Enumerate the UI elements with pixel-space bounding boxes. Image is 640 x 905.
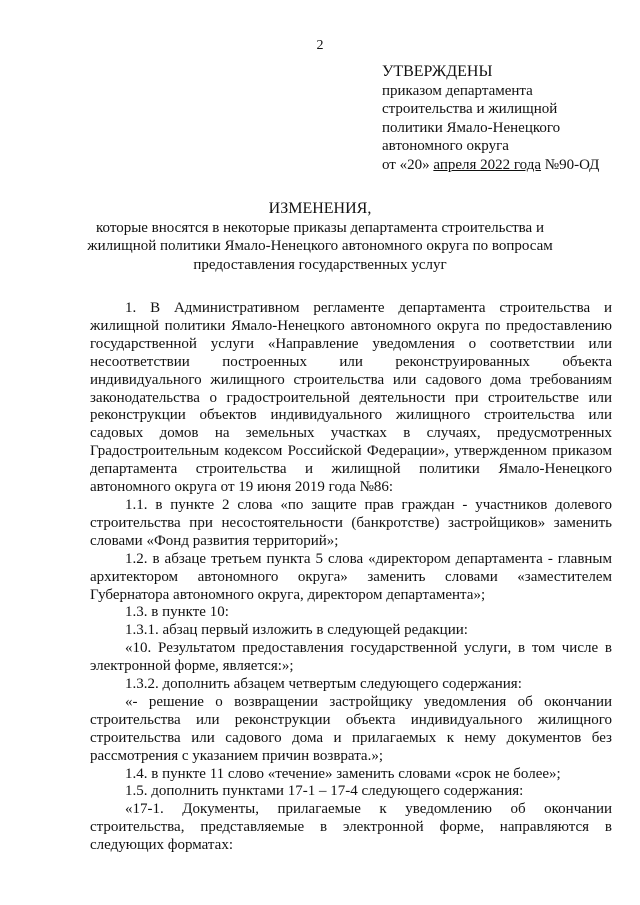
paragraph: 1.1. в пункте 2 слова «по защите прав граждан - участников долевого строительства при несостоятельности (банкротстве) застройщиков» заменить словами «Фонд развития территорий»; — [90, 496, 612, 549]
approval-date-prefix: от «20» — [382, 156, 434, 173]
approval-line: автономного округа — [382, 138, 509, 154]
approval-line: политики Ямало-Ненецкого — [382, 119, 561, 136]
page-number: 2 — [316, 38, 324, 53]
paragraph: «10. Результатом предоставления государственной услуги, в том числе в электронной форме, является:»; — [90, 640, 612, 675]
approval-stamp — [382, 63, 599, 174]
title-subtitle-line: которые вносятся в некоторые приказы департамента строительства и — [96, 219, 544, 236]
paragraph: 1.3.1. абзац первый изложить в следующей редакции: — [125, 622, 468, 639]
document-title — [0, 200, 640, 274]
paragraph: 1.3. в пункте 10: — [125, 604, 229, 621]
approval-line: строительства и жилищной — [382, 101, 558, 117]
title-subtitle-line: предоставления государственных услуг — [193, 256, 447, 273]
approval-heading: УТВЕРЖДЕНЫ — [382, 63, 493, 80]
document-body — [90, 300, 612, 855]
approval-date-line — [382, 156, 599, 175]
title-main: ИЗМЕНЕНИЯ, — [268, 200, 372, 217]
approval-line: приказом департамента — [382, 82, 533, 99]
title-subtitle-line: жилищной политики Ямало-Ненецкого автономного округа по вопросам — [87, 238, 553, 254]
approval-order-number: №90-ОД — [541, 156, 600, 173]
paragraph: 1.2. в абзаце третьем пункта 5 слова «директором департамента - главным архитектором автономного округа» заменить словами «заместителем Губернатора автономного округа, директором департамента»; — [90, 550, 612, 603]
paragraph: «17-1. Документы, прилагаемые к уведомлению об окончании строительства, представляемые в электронной форме, направляются в следующих форматах: — [90, 801, 612, 854]
paragraph: «- решение о возвращении застройщику уведомления об окончании строительства или реконструкции объекта индивидуального жилищного строительства или садового дома и прилагаемых к нему документов без рассмотрения с указанием причин возврата.»; — [90, 693, 612, 764]
paragraph: 1.5. дополнить пунктами 17-1 – 17-4 следующего содержания: — [125, 783, 524, 800]
paragraph: 1.4. в пункте 11 слово «течение» заменить словами «срок не более»; — [125, 765, 561, 782]
approval-date: апреля 2022 года — [433, 156, 542, 173]
paragraph: 1.3.2. дополнить абзацем четвертым следующего содержания: — [125, 676, 522, 693]
paragraph: 1. В Административном регламенте департамента строительства и жилищной политики Ямало-Ненецкого автономного округа по предоставлению государственной услуги «Направление уведомления о соответствии или несоответствии построенных или реконструированных объекта индивидуального жилищного строительства или садового дома требованиям законодательства о градостроительной деятельности при строительстве или реконструкции объектов индивидуального жилищного строительства или садовых домов на земельных участках в случаях, предусмотренных Градостроительным кодексом Российской Федерации», утвержденном приказом департамента строительства и жилищной политики Ямало-Ненецкого автономного округа от 19 июня 2019 года №86: — [90, 300, 612, 496]
